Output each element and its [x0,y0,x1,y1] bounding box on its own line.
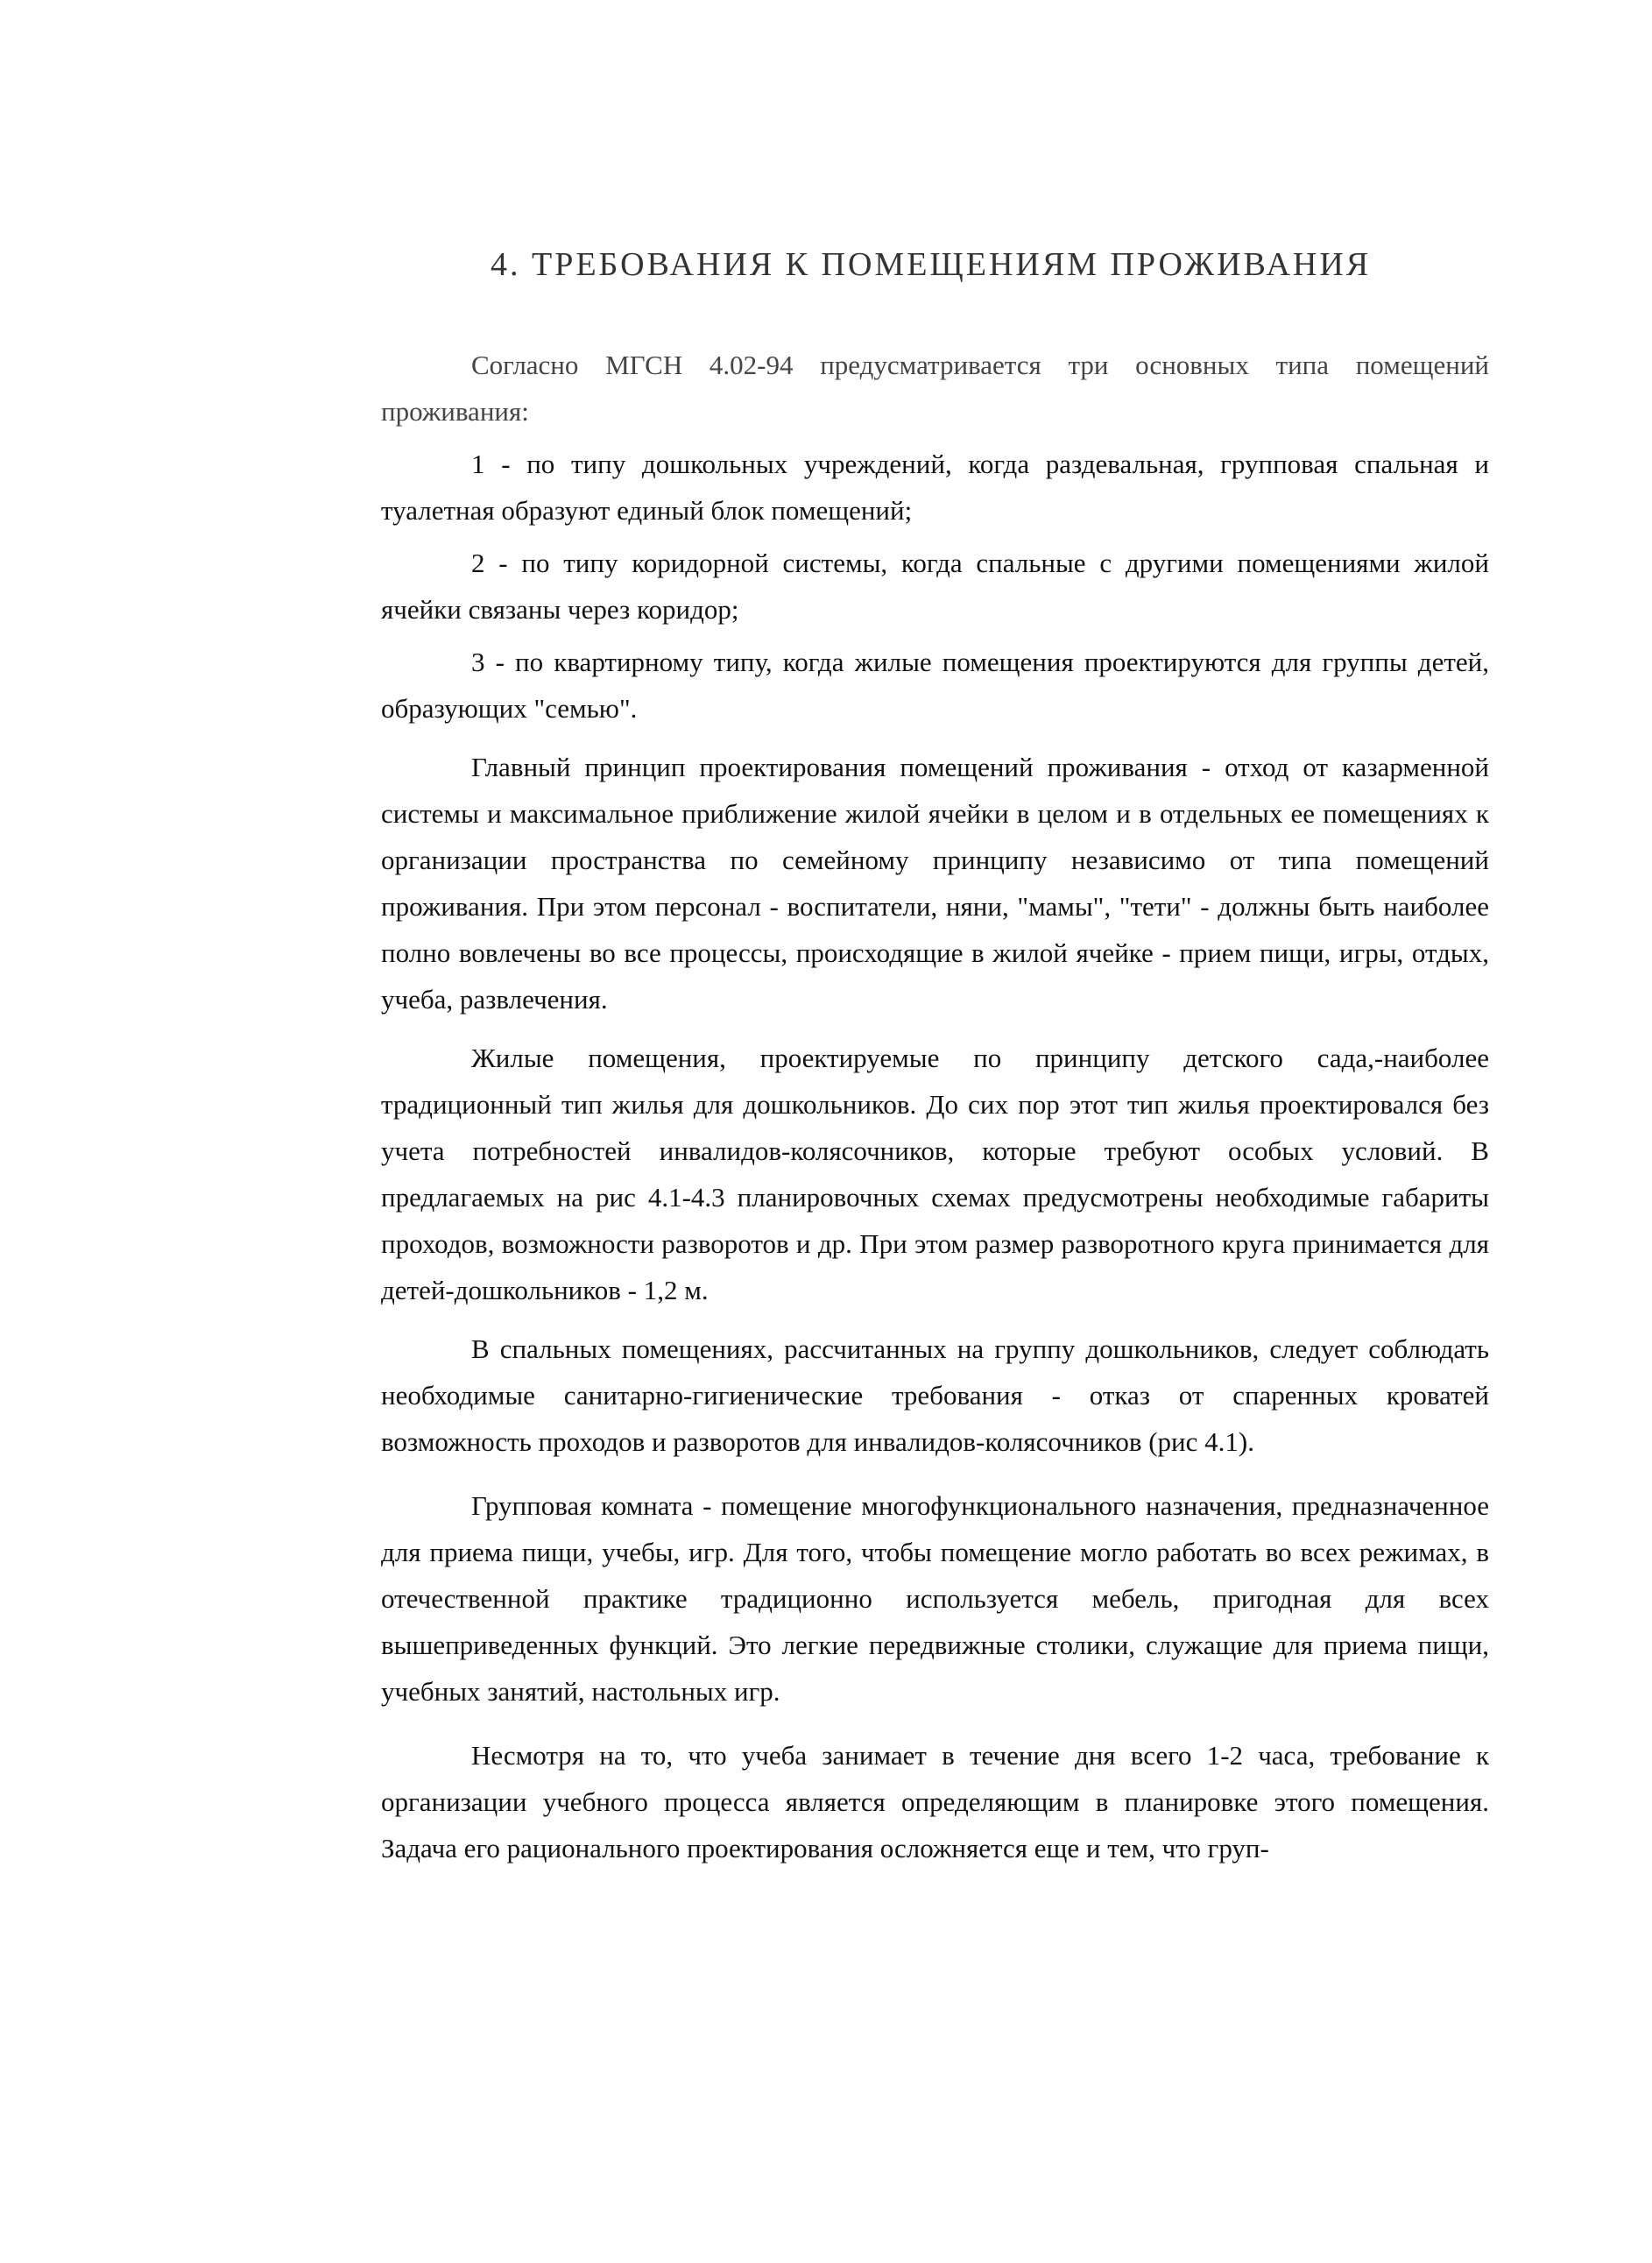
paragraph-main-principle: Главный принцип проектирования помещений проживания - отход от казарменной системы и максимальное приближение жилой ячейки в целом и в отдельных ее помещениях к организации пространства по семейному принципу независимо от типа помещений проживания. При этом персонал - воспитатели, няни, "мамы", "тети" - должны быть наиболее полно вовлечены во все процессы, происходящие в жилой ячейке - прием пищи, игры, отдых, учеба, развлечения. [381,752,1489,1015]
paragraph-bedrooms: В спальных помещениях, рассчитанных на группу дошкольников, следует соблюдать необходимые санитарно-гигиенические требования - отказ от спаренных кроватей возможность проходов и разворотов для инвалидов-колясочников (рис 4.1). [381,1333,1489,1457]
paragraph-living-rooms: Жилые помещения, проектируемые по принципу детского сада,-наиболее традиционный тип жилья для дошкольников. До сих пор этот тип жилья проектировался без учета потребностей инвалидов-колясочников, которые требуют особых условий. В предлагаемых на рис 4.1-4.3 планировочных схемах предусмотрены необходимые габариты проходов, возможности разворотов и др. При этом размер разворотного круга принимается для детей-дошкольников - 1,2 м. [381,1043,1489,1305]
paragraph-type-2: 2 - по типу коридорной системы, когда спальные с другими помещениями жилой ячейки связаны через коридор; [381,548,1489,625]
paragraph-study: Несмотря на то, что учеба занимает в течение дня всего 1-2 часа, требование к организации учебного процесса является определяющим в планировке этого помещения. Задача его рационального проектирования осложняется еще и тем, что груп- [381,1740,1489,1863]
section-title: 4. ТРЕБОВАНИЯ К ПОМЕЩЕНИЯМ ПРОЖИВАНИЯ [491,246,1372,283]
paragraph-type-1: 1 - по типу дошкольных учреждений, когда раздевальная, групповая спальная и туалетная образуют единый блок помещений; [381,449,1489,526]
paragraph-intro: Согласно МГСН 4.02-94 предусматривается три основных типа помещений проживания: [381,350,1489,427]
paragraph-group-room: Групповая комната - помещение многофункционального назначения, предназначенное для приема пищи, учебы, игр. Для того, чтобы помещение могло работать во всех режимах, в отечественной практике традиционно используется мебель, пригодная для всех вышеприведенных функций. Это легкие передвижные столики, служащие для приема пищи, учебных занятий, настольных игр. [381,1490,1489,1707]
document-body [381,342,1489,1878]
paragraph-type-3: 3 - по квартирному типу, когда жилые помещения проектируются для группы детей, образующих "семью". [381,647,1489,724]
